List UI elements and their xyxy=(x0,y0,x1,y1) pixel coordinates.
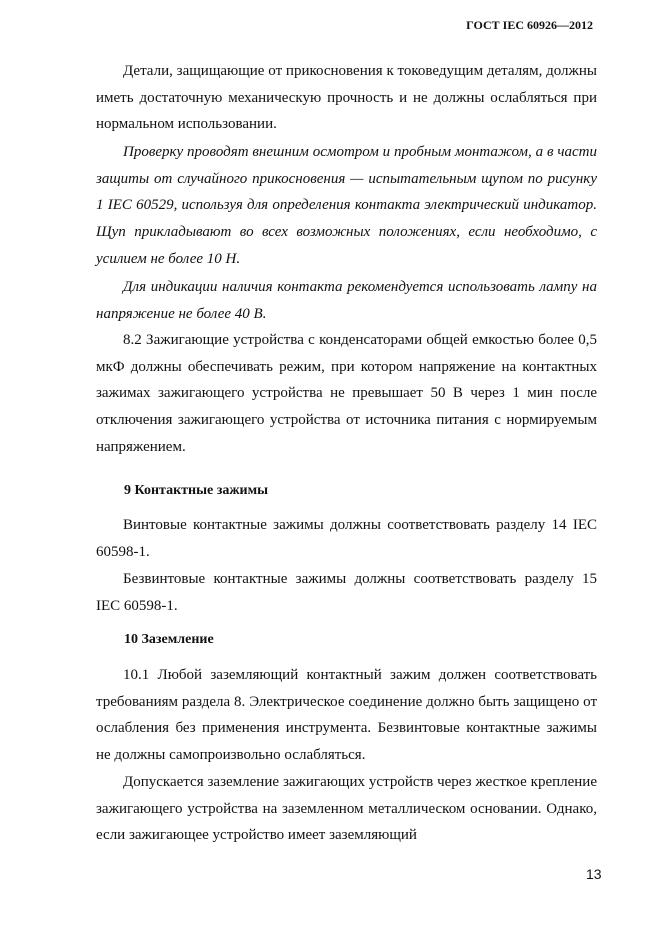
paragraph-grounding: Допускается заземление зажигающих устройств через жесткое крепление зажигающего устройства на заземленном металлическом основании. Однако, если зажигающее устройство имеет заземляющий xyxy=(96,774,597,844)
document-header: ГОСТ IEC 60926—2012 xyxy=(466,18,593,32)
section-heading-9: 9 Контактные зажимы xyxy=(124,483,269,498)
paragraph-8-2: 8.2 Зажигающие устройства с конденсаторами общей емкостью более 0,5 мкФ должны обеспечивать режим, при котором напряжение на контактных зажимах зажигающего устройства не превышает 50 В через 1 мин после отключения зажигающего устройства от источника питания с нормируемым напряжением. xyxy=(96,332,597,455)
paragraph-screw-terminals: Винтовые контактные зажимы должны соответствовать разделу 14 IEC 60598-1. xyxy=(96,517,597,560)
paragraph-10-1: 10.1 Любой заземляющий контактный зажим должен соответствовать требованиям раздела 8. Электрическое соединение должно быть защищено от ослабления без применения инструмента. Безвинтовые контактные зажимы не должны самопроизвольно ослабляться. xyxy=(96,667,597,764)
paragraph-screwless-terminals: Безвинтовые контактные зажимы должны соответствовать разделу 15 IEC 60598-1. xyxy=(96,571,597,614)
paragraph-indicator-lamp: Для индикации наличия контакта рекомендуется использовать лампу на напряжение не более 40 В. xyxy=(96,279,597,322)
page-number: 13 xyxy=(586,866,602,882)
paragraph-check-method: Проверку проводят внешним осмотром и пробным монтажом, а в части защиты от случайного прикосновения — испытательным щупом по рисунку 1 IEC 60529, используя для определения контакта электрический индикатор. Щуп прикладывают во всех возможных положениях, если необходимо, с усилием не более 10 Н. xyxy=(96,144,597,267)
section-heading-10: 10 Заземление xyxy=(124,632,214,647)
paragraph-protection-parts: Детали, защищающие от прикосновения к токоведущим деталям, должны иметь достаточную механическую прочность и не должны ослабляться при нормальном использовании. xyxy=(96,63,597,133)
